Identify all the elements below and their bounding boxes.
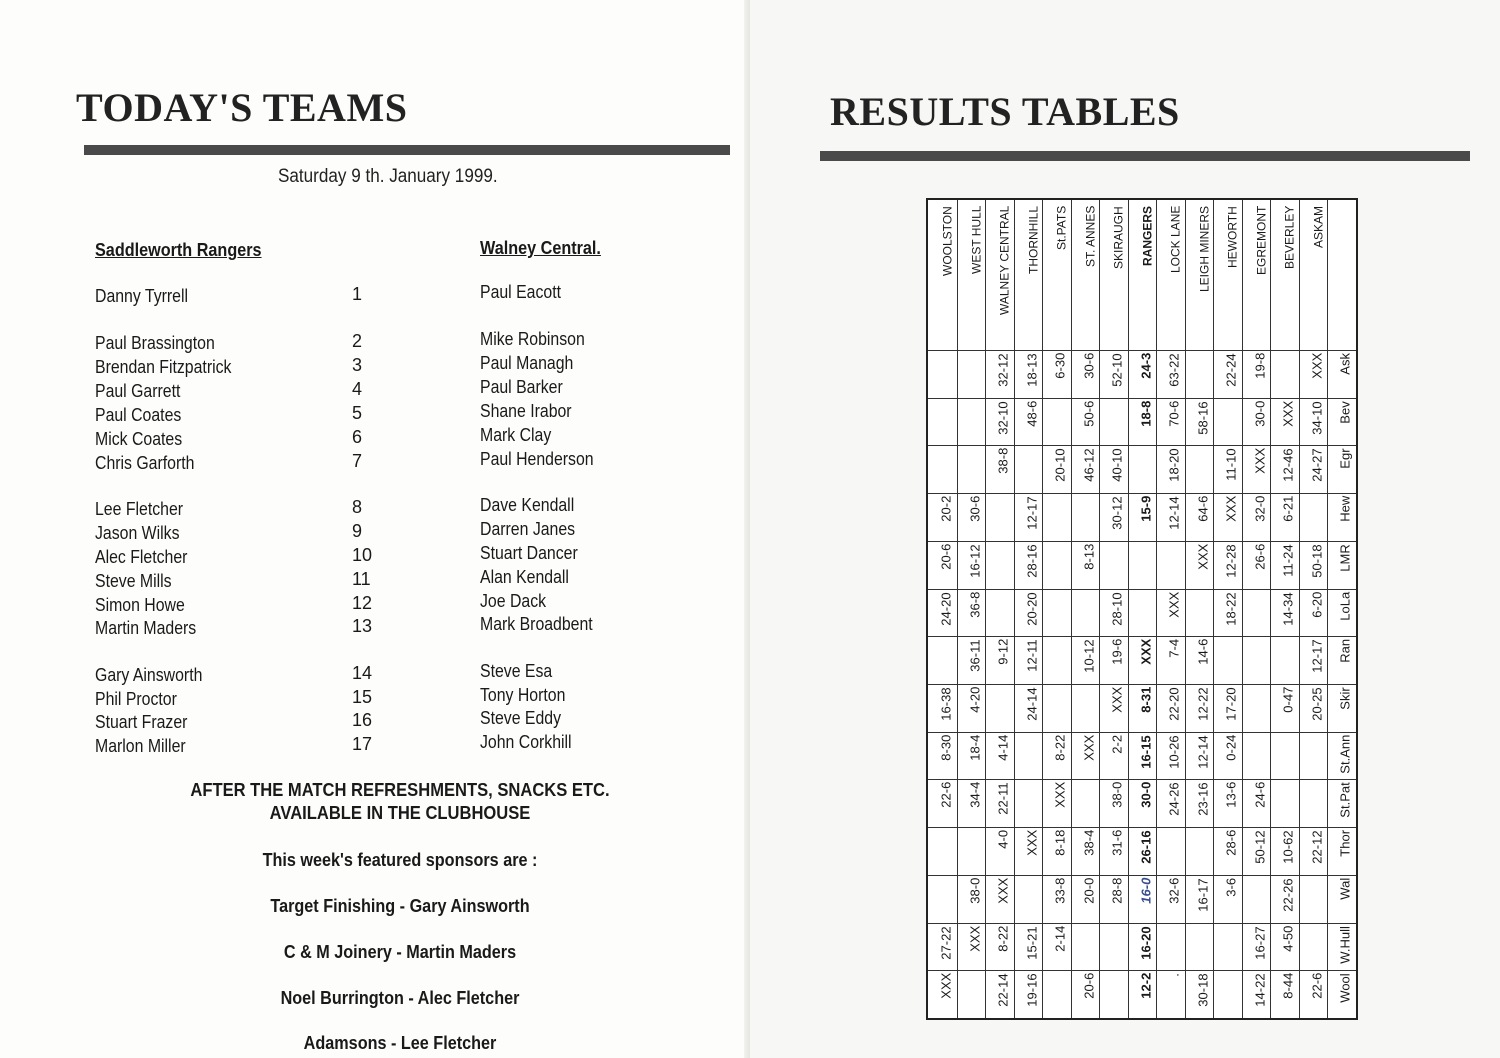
sponsor-item: C & M Joinery - Martin Maders — [283, 942, 517, 962]
sponsors-intro: This week's featured sponsors are : — [262, 850, 538, 870]
result-cell: 22-24 — [1223, 353, 1239, 387]
result-cell: 16-0 — [1138, 877, 1154, 904]
result-cell: 4-0 — [995, 830, 1011, 849]
result-cell: 20-20 — [1024, 591, 1040, 625]
result-cell: 30-6 — [967, 496, 983, 523]
result-cell: 10-26 — [1166, 734, 1182, 768]
squad-number: 17 — [352, 734, 373, 754]
away-player-name: Paul Barker — [480, 377, 563, 397]
table-grid-line — [928, 827, 1356, 828]
home-player-name: Lee Fletcher — [95, 499, 184, 519]
squad-number: 13 — [352, 616, 373, 636]
result-cell: 50-18 — [1309, 543, 1325, 578]
result-cell: 34-10 — [1309, 400, 1325, 434]
away-player-name: Darren Janes — [480, 519, 576, 539]
result-cell: 4-50 — [1280, 925, 1296, 952]
result-cell: 12-28 — [1223, 543, 1239, 578]
result-cell: 24-20 — [938, 591, 954, 625]
result-cell: XXX — [1223, 496, 1239, 523]
result-cell: 28-16 — [1024, 543, 1040, 578]
team-row-label: SKIRAUGH — [1111, 206, 1126, 269]
table-grid-line — [928, 684, 1356, 685]
away-player-name: Tony Horton — [480, 685, 566, 705]
squad-number: 12 — [352, 593, 373, 613]
table-grid-line — [928, 589, 1356, 590]
away-player-name: Paul Henderson — [480, 449, 594, 469]
match-date: Saturday 9 th. January 1999. — [278, 166, 498, 187]
opponent-column-code: Thor — [1337, 830, 1353, 857]
result-cell: 11-10 — [1223, 448, 1239, 481]
home-player-name: Danny Tyrrell — [95, 286, 189, 306]
squad-number: 1 — [352, 284, 363, 304]
result-cell: 16-38 — [938, 687, 954, 721]
result-cell: 11-24 — [1280, 543, 1296, 577]
result-cell: 10-12 — [1081, 639, 1097, 673]
result-cell: 58-16 — [1195, 400, 1211, 434]
sponsor-item: Adamsons - Lee Fletcher — [303, 1033, 497, 1053]
result-cell: 18-20 — [1166, 448, 1182, 482]
result-cell: XXX — [995, 877, 1011, 904]
opponent-column-code: LoLa — [1337, 591, 1353, 621]
opponent-column-code: St.Pat — [1337, 782, 1353, 818]
result-cell: 32-10 — [995, 400, 1011, 434]
result-cell: 19-8 — [1252, 353, 1268, 380]
result-cell: 12-17 — [1309, 639, 1325, 673]
result-cell: 20-10 — [1052, 448, 1068, 482]
squad-number: 14 — [352, 663, 373, 683]
result-cell: 12-17 — [1024, 496, 1040, 530]
home-player-name: Mick Coates — [95, 429, 183, 449]
home-player-name: Martin Maders — [95, 618, 197, 638]
table-grid-line — [1014, 200, 1015, 1018]
result-cell: XXX — [1252, 448, 1268, 475]
result-cell: 38-4 — [1081, 830, 1097, 857]
table-grid-line — [928, 398, 1356, 399]
squad-number: 15 — [352, 687, 373, 707]
squad-number: 16 — [352, 710, 373, 730]
squad-number: 10 — [352, 545, 373, 565]
result-cell: 26-6 — [1252, 543, 1268, 570]
result-cell: 50-6 — [1081, 400, 1097, 427]
home-player-name: Jason Wilks — [95, 523, 180, 543]
result-cell: 15-21 — [1024, 925, 1040, 959]
home-player-name: Brendan Fitzpatrick — [95, 357, 232, 377]
table-grid-line — [928, 875, 1356, 876]
squad-number: 11 — [352, 569, 371, 589]
table-grid-line — [928, 350, 1356, 351]
team-row-label: EGREMONT — [1254, 206, 1269, 276]
opponent-column-code: St.Ann — [1337, 734, 1353, 774]
result-cell: 8-44 — [1280, 973, 1296, 1000]
result-cell: 22-6 — [1309, 973, 1325, 1000]
table-grid-line — [1071, 200, 1072, 1018]
result-cell: 4-14 — [995, 734, 1011, 761]
heading-rule — [820, 151, 1470, 161]
team-row-label: ST. ANNES — [1083, 206, 1098, 268]
result-cell: XXX — [1081, 734, 1097, 761]
away-team-name: Walney Central. — [480, 238, 601, 258]
result-cell: 10-62 — [1280, 830, 1296, 864]
result-cell: XXX — [1280, 400, 1296, 427]
result-cell: 20-6 — [1081, 973, 1097, 1000]
result-cell: 70-6 — [1166, 400, 1182, 427]
result-cell: . — [1166, 973, 1182, 977]
opponent-column-code: Egr — [1337, 448, 1353, 469]
away-player-name: Mike Robinson — [480, 329, 585, 349]
table-grid-line — [928, 923, 1356, 924]
result-cell: 8-13 — [1081, 543, 1097, 570]
result-cell: 22-12 — [1309, 830, 1325, 864]
home-player-name: Paul Garrett — [95, 381, 181, 401]
sponsor-item: Noel Burrington - Alec Fletcher — [280, 988, 520, 1008]
home-player-name: Paul Brassington — [95, 333, 215, 353]
away-player-name: Alan Kendall — [480, 567, 569, 587]
away-player-name: Paul Managh — [480, 353, 574, 373]
squad-number: 2 — [352, 331, 363, 351]
result-cell: 28-6 — [1223, 830, 1239, 857]
result-cell: 30-18 — [1195, 973, 1211, 1007]
table-grid-line — [928, 541, 1356, 542]
team-row-label: WOOLSTON — [940, 206, 955, 276]
table-grid-line — [928, 493, 1356, 494]
result-cell: 40-10 — [1109, 448, 1125, 482]
away-player-name: Stuart Dancer — [480, 543, 578, 563]
result-cell: 15-9 — [1138, 496, 1154, 523]
teams-heading: TODAY'S TEAMS — [76, 85, 408, 130]
opponent-column-code: Wal — [1337, 877, 1353, 900]
result-cell: 2-2 — [1109, 734, 1125, 754]
home-player-name: Chris Garforth — [95, 453, 195, 473]
result-cell: 24-3 — [1138, 353, 1154, 380]
home-player-name: Simon Howe — [95, 595, 185, 615]
results-heading: RESULTS TABLES — [830, 89, 1180, 134]
squad-number: 8 — [352, 497, 363, 517]
result-cell: 32-6 — [1166, 877, 1182, 904]
table-grid-line — [928, 779, 1356, 780]
squad-number: 7 — [352, 451, 363, 471]
result-cell: 30-0 — [1138, 782, 1154, 809]
result-cell: 24-6 — [1252, 782, 1268, 809]
result-cell: 12-2 — [1138, 973, 1154, 1000]
home-player-name: Marlon Miller — [95, 736, 186, 756]
result-cell: XXX — [967, 925, 983, 952]
squad-number: 3 — [352, 355, 363, 375]
home-team-name: Saddleworth Rangers — [95, 240, 262, 260]
result-cell: 20-6 — [938, 543, 954, 570]
result-cell: 12-14 — [1195, 734, 1211, 768]
result-cell: 30-6 — [1081, 353, 1097, 380]
away-player-name: Mark Clay — [480, 425, 552, 445]
squad-number: 6 — [352, 427, 363, 447]
result-cell: 8-30 — [938, 734, 954, 761]
opponent-column-code: Hew — [1337, 496, 1353, 523]
result-cell: 26-16 — [1138, 830, 1154, 864]
opponent-column-code: LMR — [1337, 543, 1353, 572]
result-cell: XXX — [1052, 782, 1068, 809]
result-cell: 50-12 — [1252, 830, 1268, 864]
result-cell: 6-20 — [1309, 591, 1325, 618]
result-cell: 28-10 — [1109, 591, 1125, 625]
results-table — [926, 198, 1358, 1020]
squad-number: 5 — [352, 403, 363, 423]
home-player-name: Paul Coates — [95, 405, 182, 425]
squad-number: 9 — [352, 521, 363, 541]
away-player-name: Mark Broadbent — [480, 614, 593, 634]
result-cell: 0-24 — [1223, 734, 1239, 761]
refreshments-notice-line2: AVAILABLE IN THE CLUBHOUSE — [269, 803, 531, 823]
result-cell: 8-18 — [1052, 830, 1068, 857]
result-cell: 22-26 — [1280, 877, 1296, 912]
team-row-label: RANGERS — [1140, 206, 1155, 267]
opponent-column-code: Bev — [1337, 400, 1353, 424]
result-cell: 18-4 — [967, 734, 983, 761]
result-cell: 9-12 — [995, 639, 1011, 666]
result-cell: 14-22 — [1252, 973, 1268, 1007]
result-cell: 52-10 — [1109, 353, 1125, 387]
result-cell: 33-8 — [1052, 877, 1068, 904]
opponent-column-code: Skir — [1337, 687, 1353, 710]
result-cell: 32-0 — [1252, 496, 1268, 523]
result-cell: 14-6 — [1195, 639, 1211, 666]
result-cell: XXX — [1309, 353, 1325, 380]
away-player-name: Paul Eacott — [480, 282, 562, 302]
result-cell: 2-14 — [1052, 925, 1068, 952]
table-grid-line — [928, 732, 1356, 733]
table-grid-line — [957, 200, 958, 1018]
result-cell: 20-2 — [938, 496, 954, 523]
home-player-name: Phil Proctor — [95, 689, 177, 709]
result-cell: 20-25 — [1309, 687, 1325, 721]
result-cell: 12-46 — [1280, 448, 1296, 482]
result-cell: 4-20 — [967, 687, 983, 714]
result-cell: 31-6 — [1109, 830, 1125, 857]
result-cell: 17-20 — [1223, 687, 1239, 721]
result-cell: 23-16 — [1195, 782, 1211, 816]
result-cell: 16-17 — [1195, 877, 1211, 912]
away-player-name: Dave Kendall — [480, 495, 575, 515]
result-cell: 24-14 — [1024, 687, 1040, 721]
result-cell: 13-6 — [1223, 782, 1239, 809]
home-player-name: Alec Fletcher — [95, 547, 188, 567]
result-cell: 8-22 — [1052, 734, 1068, 761]
result-cell: 27-22 — [938, 925, 954, 959]
sponsor-item: Target Finishing - Gary Ainsworth — [270, 896, 530, 916]
result-cell: 36-11 — [967, 639, 983, 672]
result-cell: 16-20 — [1138, 925, 1154, 959]
result-cell: 64-6 — [1195, 496, 1211, 523]
away-player-name: John Corkhill — [480, 732, 572, 752]
team-row-label: ASKAM — [1311, 206, 1326, 249]
result-cell: XXX — [1166, 591, 1182, 618]
table-grid-line — [1185, 200, 1186, 1018]
result-cell: 22-6 — [938, 782, 954, 809]
table-grid-line — [928, 970, 1356, 971]
result-cell: 12-14 — [1166, 496, 1182, 530]
result-cell: 18-13 — [1024, 353, 1040, 387]
result-cell: 28-8 — [1109, 877, 1125, 904]
result-cell: 8-31 — [1138, 687, 1154, 714]
table-grid-line — [1128, 200, 1129, 1018]
team-row-label: LEIGH MINERS — [1197, 206, 1212, 293]
result-cell: XXX — [938, 973, 954, 1000]
home-player-name: Gary Ainsworth — [95, 665, 203, 685]
result-cell: 12-11 — [1024, 639, 1040, 672]
result-cell: XXX — [1195, 543, 1211, 570]
opponent-column-code: Ask — [1337, 353, 1353, 375]
result-cell: 6-30 — [1052, 353, 1068, 380]
heading-rule — [84, 145, 730, 155]
result-cell: 36-8 — [967, 591, 983, 618]
result-cell: 38-8 — [995, 448, 1011, 475]
result-cell: 7-4 — [1166, 639, 1182, 659]
result-cell: 22-11 — [995, 782, 1011, 815]
result-cell: 18-8 — [1138, 400, 1154, 427]
team-row-label: BEVERLEY — [1282, 206, 1297, 270]
team-row-label: LOCK LANE — [1168, 206, 1183, 274]
result-cell: 14-34 — [1280, 591, 1296, 625]
result-cell: XXX — [1109, 687, 1125, 714]
result-cell: 38-0 — [1109, 782, 1125, 809]
result-cell: 0-47 — [1280, 687, 1296, 714]
opponent-column-code: W.Hull — [1337, 925, 1353, 964]
table-grid-line — [928, 636, 1356, 637]
team-row-label: HEWORTH — [1225, 206, 1240, 268]
away-player-name: Steve Esa — [480, 661, 553, 681]
result-cell: 19-16 — [1024, 973, 1040, 1007]
result-cell: 32-12 — [995, 353, 1011, 387]
result-cell: XXX — [1024, 830, 1040, 857]
result-cell: 30-0 — [1252, 400, 1268, 427]
away-player-name: Joe Dack — [480, 591, 547, 611]
table-grid-line — [1042, 200, 1043, 1018]
team-row-label: WALNEY CENTRAL — [997, 206, 1012, 316]
result-cell: 24-26 — [1166, 782, 1182, 816]
result-cell: 63-22 — [1166, 353, 1182, 387]
result-cell: 34-4 — [967, 782, 983, 809]
result-cell: 24-27 — [1309, 448, 1325, 482]
team-row-label: WEST HULL — [969, 206, 984, 275]
opponent-column-code: Wool — [1337, 973, 1353, 1003]
team-row-label: THORNHILL — [1026, 206, 1041, 275]
squad-number: 4 — [352, 379, 363, 399]
result-cell: 20-0 — [1081, 877, 1097, 904]
table-grid-line — [985, 200, 986, 1018]
result-cell: 22-20 — [1166, 687, 1182, 721]
table-grid-line — [928, 445, 1356, 446]
table-grid-line — [1242, 200, 1243, 1018]
result-cell: 30-12 — [1109, 496, 1125, 530]
result-cell: 48-6 — [1024, 400, 1040, 427]
result-cell: 22-14 — [995, 973, 1011, 1007]
table-grid-line — [1327, 200, 1328, 1018]
result-cell: 12-22 — [1195, 687, 1211, 721]
result-cell: XXX — [1138, 639, 1154, 666]
result-cell: 38-0 — [967, 877, 983, 904]
result-cell: 19-6 — [1109, 639, 1125, 666]
away-player-name: Steve Eddy — [480, 708, 562, 728]
result-cell: 16-15 — [1138, 734, 1154, 768]
away-player-name: Shane Irabor — [480, 401, 572, 421]
refreshments-notice-line1: AFTER THE MATCH REFRESHMENTS, SNACKS ETC. — [190, 780, 610, 800]
table-grid-line — [1299, 200, 1300, 1018]
result-cell: 18-22 — [1223, 591, 1239, 625]
result-cell: 16-27 — [1252, 925, 1268, 959]
team-row-label: St.PATS — [1054, 206, 1069, 251]
home-player-name: Steve Mills — [95, 571, 172, 591]
result-cell: 16-12 — [967, 543, 983, 578]
opponent-column-code: Ran — [1337, 639, 1353, 664]
result-cell: 8-22 — [995, 925, 1011, 952]
result-cell: 6-21 — [1280, 496, 1296, 523]
result-cell: 3-6 — [1223, 877, 1239, 897]
result-cell: 46-12 — [1081, 448, 1097, 482]
home-player-name: Stuart Frazer — [95, 712, 188, 732]
